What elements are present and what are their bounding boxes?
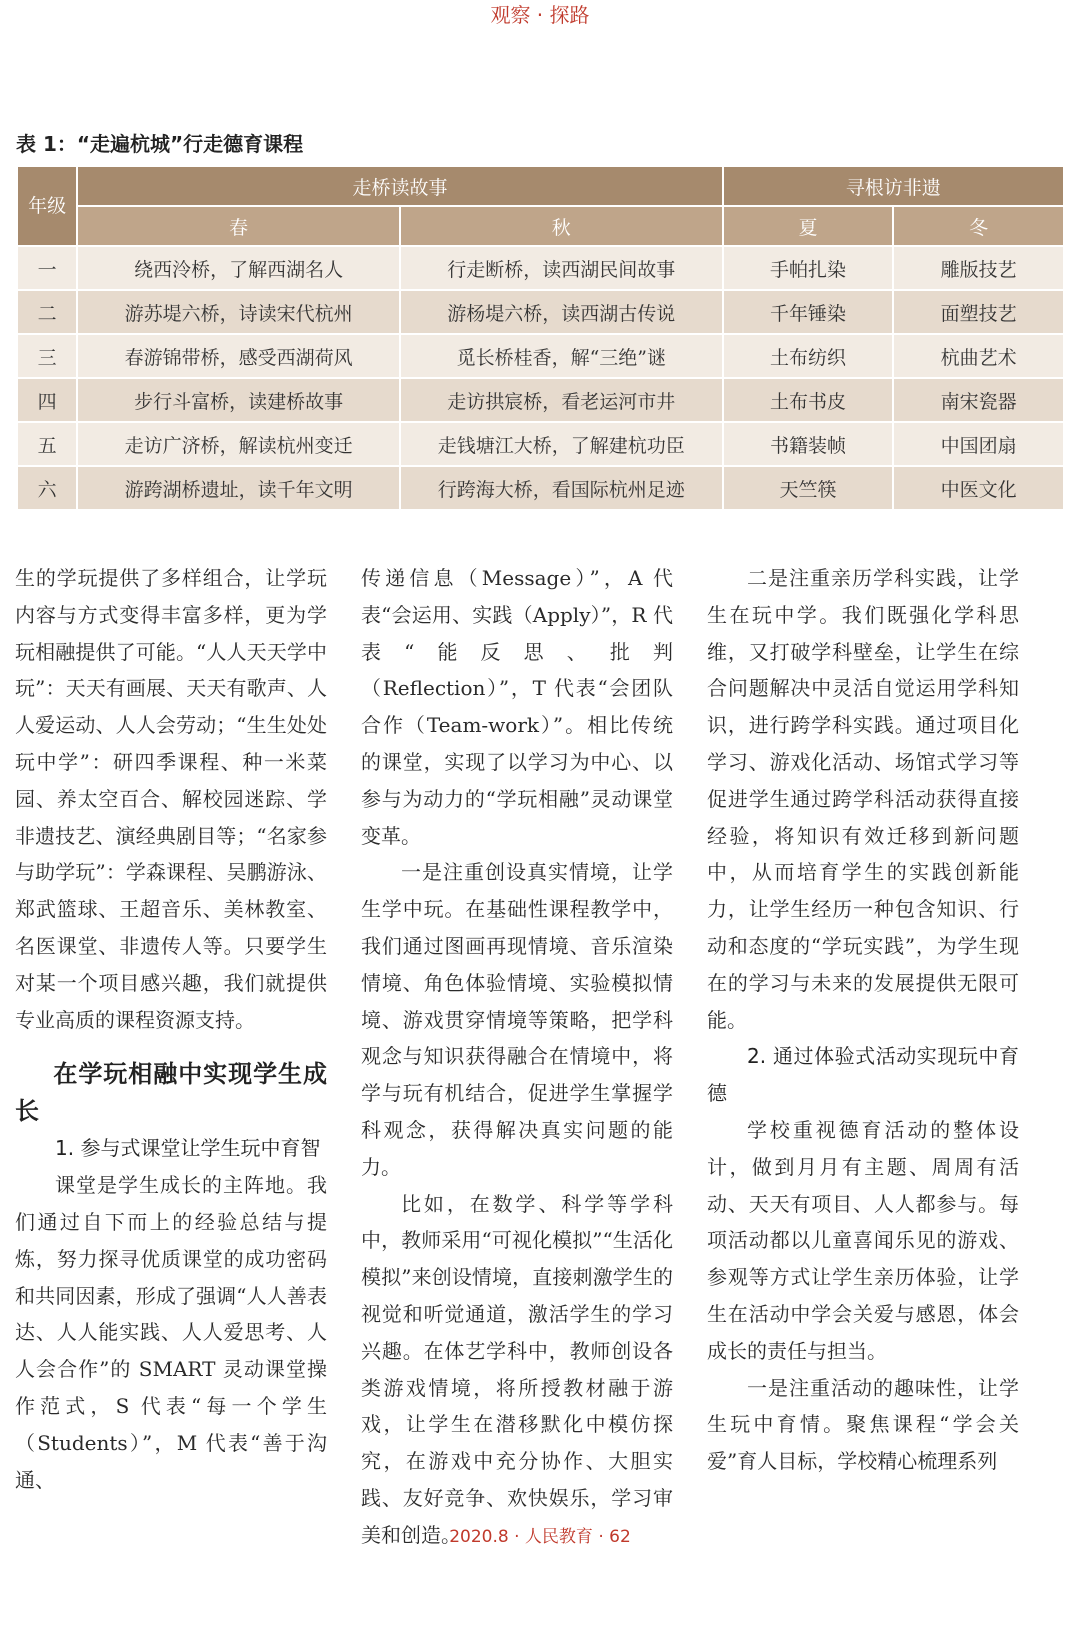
summer-cell: 天竺筷	[723, 466, 894, 510]
winter-cell: 雕版技艺	[893, 246, 1064, 290]
autumn-cell: 游杨堤六桥，读西湖古传说	[400, 290, 723, 334]
subsection-heading: 1. 参与式课堂让学生玩中育智	[55, 1136, 321, 1161]
winter-cell: 中国团扇	[893, 422, 1064, 466]
spring-cell: 游跨湖桥遗址，读千年文明	[77, 466, 400, 510]
table-row	[17, 334, 1064, 378]
spring-cell: 游苏堤六桥，诗读宋代杭州	[77, 290, 400, 334]
spring-cell: 绕西泠桥，了解西湖名人	[77, 246, 400, 290]
table-row	[17, 290, 1064, 334]
article-column-3	[707, 560, 1019, 1480]
section-header: 观察 · 探路	[490, 3, 590, 27]
season-header-spring: 春	[77, 206, 400, 246]
group-header-heritage: 寻根访非遗	[723, 166, 1064, 206]
grade-header: 年级	[17, 166, 77, 246]
season-header-summer: 夏	[723, 206, 894, 246]
paragraph: 一是注重活动的趣味性，让学生玩中育情。聚焦课程“学会关爱”育人目标，学校精心梳理系列	[707, 1375, 1019, 1474]
autumn-cell: 走钱塘江大桥，了解建杭功臣	[400, 422, 723, 466]
autumn-cell: 走访拱宸桥，看老运河市井	[400, 378, 723, 422]
winter-cell: 中医文化	[893, 466, 1064, 510]
spring-cell: 步行斗富桥，读建桥故事	[77, 378, 400, 422]
group-header-bridges: 走桥读故事	[77, 166, 722, 206]
curriculum-table	[16, 165, 1065, 511]
paragraph: 课堂是学生成长的主阵地。我们通过自下而上的经验总结与提炼，努力探寻优质课堂的成功密码和共同因素，形成了强调“人人善表达、人人能实践、人人爱思考、人人会合作”的 SMART 灵动课堂操作范式，S 代表“每一个学生（Students）”，M 代表“善于沟通、	[15, 1173, 327, 1492]
paragraph: 一是注重创设真实情境，让学生学中玩。在基础性课程教学中，我们通过图画再现情境、音乐渲染情境、角色体验情境、实验模拟情境、游戏贯穿情境等策略，把学科观念与知识获得融合在情境中，将学与玩有机结合，促进学生掌握学科观念，获得解决真实问题的能力。	[361, 860, 673, 1179]
season-header-winter: 冬	[893, 206, 1064, 246]
paragraph: 传递信息（Message）”，A 代表“会运用、实践（Apply）”，R 代表“能反思、批判（Reflection）”，T 代表“会团队合作（Team-work）”。相比传统的课堂，实现了以学习为中心、以参与为动力的“学玩相融”灵动课堂变革。	[361, 566, 673, 848]
spring-cell: 走访广济桥，解读杭州变迁	[77, 422, 400, 466]
article-column-2	[361, 560, 673, 1554]
page-footer: 2020.8 · 人民教育 · 62	[449, 1527, 631, 1547]
paragraph: 二是注重亲历学科实践，让学生在玩中学。我们既强化学科思维，又打破学科壁垒，让学生在综合问题解决中灵活自觉运用学科知识，进行跨学科实践。通过项目化学习、游戏化活动、场馆式学习等促进学生通过跨学科活动获得直接经验，将知识有效迁移到新问题中，从而培育学生的实践创新能力，让学生经历一种包含知识、行动和态度的“学玩实践”，为学生现在的学习与未来的发展提供无限可能。	[707, 566, 1019, 1032]
grade-cell: 二	[17, 290, 77, 334]
summer-cell: 手帕扎染	[723, 246, 894, 290]
grade-cell: 三	[17, 334, 77, 378]
subsection-heading: 2. 通过体验式活动实现玩中育德	[707, 1044, 1019, 1106]
section-heading: 在学玩相融中实现学生成长	[15, 1060, 327, 1126]
table-row	[17, 246, 1064, 290]
spring-cell: 春游锦带桥，感受西湖荷风	[77, 334, 400, 378]
table-row	[17, 378, 1064, 422]
autumn-cell: 觅长桥桂香，解“三绝”谜	[400, 334, 723, 378]
paragraph: 比如，在数学、科学等学科中，教师采用“可视化模拟”“生活化模拟”来创设情境，直接刺激学生的视觉和听觉通道，激活学生的学习兴趣。在体艺学科中，教师创设各类游戏情境，将所授教材融于游戏，让学生在潜移默化中模仿探究，在游戏中充分协作、大胆实践、友好竞争、欢快娱乐，学习审美和创造。	[361, 1191, 673, 1547]
autumn-cell: 行跨海大桥，看国际杭州足迹	[400, 466, 723, 510]
paragraph: 生的学玩提供了多样组合，让学玩内容与方式变得丰富多样，更为学玩相融提供了可能。“人人天天学中玩”：天天有画展、天天有歌声、人人爱运动、人人会劳动；“生生处处玩中学”：研四季课程、种一米菜园、养太空百合、解校园迷踪、学非遗技艺、演经典剧目等；“名家参与助学玩”：学森课程、吴鹏游泳、郑武篮球、王超音乐、美林教室、名医课堂、非遗传人等。只要学生对某一个项目感兴趣，我们就提供专业高质的课程资源支持。	[15, 566, 327, 1032]
winter-cell: 南宋瓷器	[893, 378, 1064, 422]
summer-cell: 土布纺织	[723, 334, 894, 378]
summer-cell: 书籍装帧	[723, 422, 894, 466]
table-row	[17, 422, 1064, 466]
grade-cell: 一	[17, 246, 77, 290]
article-column-1	[15, 560, 327, 1498]
winter-cell: 杭曲艺术	[893, 334, 1064, 378]
grade-cell: 五	[17, 422, 77, 466]
table-title: 表 1：“走遍杭城”行走德育课程	[16, 132, 304, 156]
grade-cell: 四	[17, 378, 77, 422]
summer-cell: 千年锤染	[723, 290, 894, 334]
summer-cell: 土布书皮	[723, 378, 894, 422]
season-header-autumn: 秋	[400, 206, 723, 246]
table-row	[17, 466, 1064, 510]
paragraph: 学校重视德育活动的整体设计，做到月月有主题、周周有活动、天天有项目、人人都参与。每项活动都以儿童喜闻乐见的游戏、参观等方式让学生亲历体验，让学生在活动中学会关爱与感恩，体会成长的责任与担当。	[707, 1117, 1019, 1363]
winter-cell: 面塑技艺	[893, 290, 1064, 334]
grade-cell: 六	[17, 466, 77, 510]
autumn-cell: 行走断桥，读西湖民间故事	[400, 246, 723, 290]
